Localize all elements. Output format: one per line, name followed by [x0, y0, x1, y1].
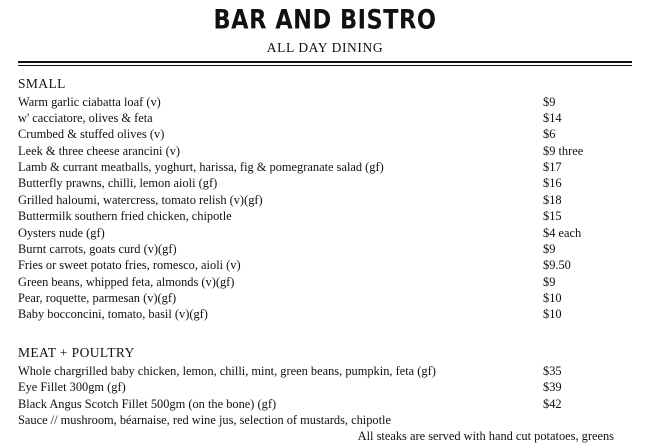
menu-row [18, 396, 632, 412]
item-name: Black Angus Scotch Fillet 500gm (on the bone) (gf) [18, 396, 277, 411]
item-price: $15 [543, 209, 562, 224]
section-items [18, 363, 632, 429]
menu-row [18, 110, 632, 126]
item-price: $17 [543, 160, 562, 174]
page-subtitle: ALL DAY DINING [266, 39, 384, 55]
item-name: w' cacciatore, olives & feta [18, 110, 153, 125]
menu-row [18, 175, 632, 191]
item-price: $16 [543, 176, 562, 191]
section-title: SMALL [18, 75, 66, 91]
item-price: $14 [543, 110, 562, 125]
header-divider [18, 61, 632, 66]
item-price: $39 [543, 380, 562, 395]
divider-thick [18, 61, 632, 63]
menu-row [18, 363, 632, 379]
item-price: $10 [543, 291, 562, 305]
item-price: $10 [543, 307, 562, 322]
item-price: $42 [543, 396, 562, 411]
item-price: $9 [543, 241, 556, 256]
divider-thin [18, 65, 632, 66]
section-title: MEAT + POULTRY [18, 344, 135, 360]
item-name: Warm garlic ciabatta loaf (v) [18, 94, 161, 109]
page-title: BAR AND BISTRO [213, 4, 437, 35]
menu-row [18, 379, 632, 395]
menu-row [18, 257, 632, 273]
item-name: Burnt carrots, goats curd (v)(gf) [18, 241, 177, 256]
section-spacer [18, 323, 632, 335]
section-small [18, 76, 632, 323]
menu-row [18, 159, 632, 175]
item-name: Green beans, whipped feta, almonds (v)(gf) [18, 274, 235, 289]
menu-row [18, 208, 632, 224]
item-price: $9.50 [543, 258, 571, 273]
menu-row [18, 192, 632, 208]
item-name: Fries or sweet potato fries, romesco, aioli (v) [18, 258, 241, 273]
item-name: Eye Fillet 300gm (gf) [18, 380, 126, 395]
menu-row [18, 143, 632, 159]
steak-footnote: All steaks are served with hand cut potatoes, greens [357, 429, 614, 444]
menu-row [18, 290, 632, 306]
menu-row [18, 306, 632, 322]
item-name: Grilled haloumi, watercress, tomato relish (v)(gf) [18, 192, 263, 207]
item-price: $9 [543, 94, 556, 109]
menu-row [18, 126, 632, 142]
menu-page [0, 4, 650, 444]
item-price: $9 three [543, 143, 584, 158]
item-name: Buttermilk southern fried chicken, chipotle [18, 209, 232, 224]
item-name: Leek & three cheese arancini (v) [18, 143, 181, 158]
item-name: Pear, roquette, parmesan (v)(gf) [18, 291, 177, 305]
item-name: Crumbed & stuffed olives (v) [18, 127, 165, 142]
section-items [18, 94, 632, 323]
menu-row [18, 94, 632, 110]
item-name: Butterfly prawns, chilli, lemon aioli (gf) [18, 176, 218, 191]
item-name: Sauce // mushroom, béarnaise, red wine jus, selection of mustards, chipotle [18, 412, 392, 427]
item-price: $4 each [543, 225, 582, 240]
item-name: Oysters nude (gf) [18, 225, 105, 240]
menu-row [18, 225, 632, 241]
item-name: Whole chargrilled baby chicken, lemon, chilli, mint, green beans, pumpkin, feta (gf) [18, 363, 436, 378]
item-price: $18 [543, 192, 562, 207]
item-price: $35 [543, 363, 562, 378]
section-meat-poultry [18, 345, 632, 445]
item-name: Lamb & currant meatballs, yoghurt, harissa, fig & pomegranate salad (gf) [18, 160, 384, 174]
menu-row [18, 412, 632, 428]
item-price: $9 [543, 274, 556, 289]
item-price: $6 [543, 127, 556, 142]
menu-row [18, 274, 632, 290]
item-name: Baby bocconcini, tomato, basil (v)(gf) [18, 307, 208, 322]
menu-row [18, 241, 632, 257]
